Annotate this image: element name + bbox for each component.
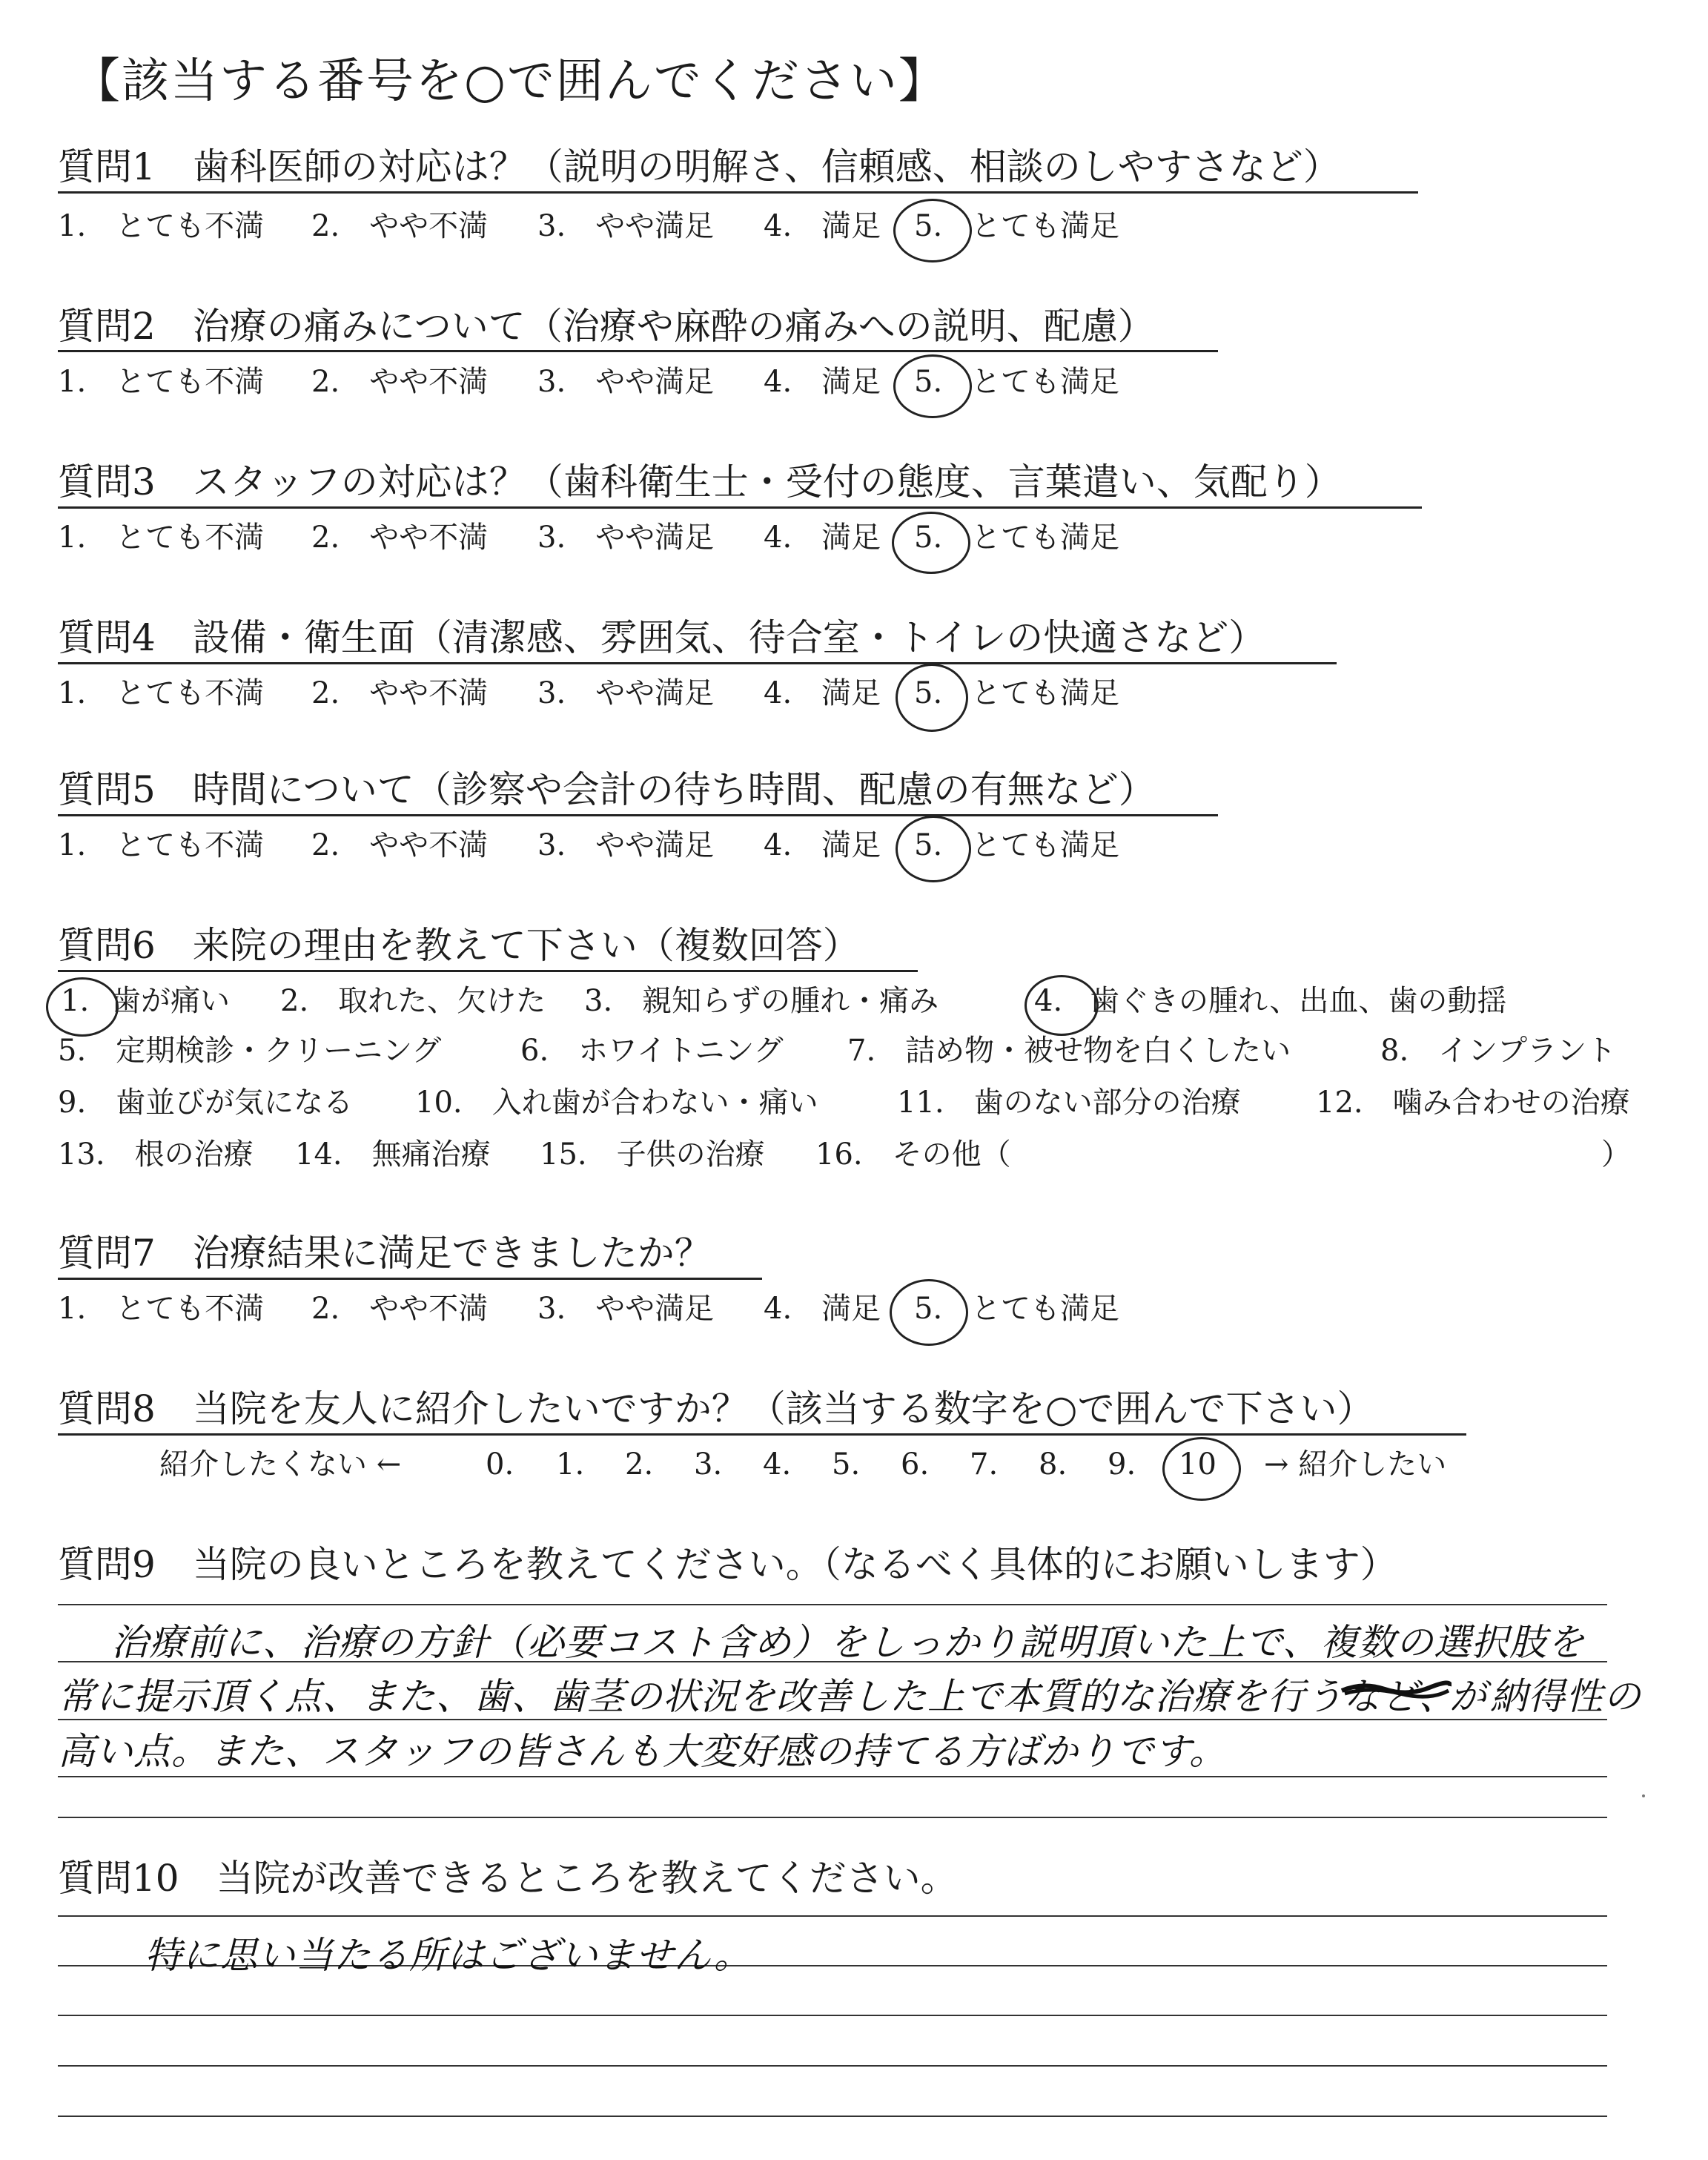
q7-option-3[interactable]: 3. やや満足 <box>537 1292 715 1326</box>
question-7-text: 質問7 治療結果に満足できましたか？ <box>58 1232 712 1275</box>
question-1-underline <box>58 191 1418 194</box>
q1-option-3[interactable]: 3. やや満足 <box>537 209 715 243</box>
q6-option-4-label: 歯ぐきの腫れ、出血、歯の動揺 <box>1090 984 1507 1018</box>
question-3-underline <box>58 506 1422 509</box>
q3-option-5[interactable]: 5. <box>914 521 943 555</box>
q9-write-line-1 <box>58 1604 1607 1605</box>
q8-answer-circle <box>1162 1437 1241 1501</box>
q6-option-15[interactable]: 15. 子供の治療 <box>540 1137 765 1172</box>
q1-option-4[interactable]: 4. 満足 <box>764 209 881 243</box>
q6-option-6[interactable]: 6. ホワイトニング <box>520 1034 784 1068</box>
question-9-text: 質問9 当院の良いところを教えてください。（なるべく具体的にお願いします） <box>58 1543 1397 1586</box>
q2-answer-circle <box>893 354 972 418</box>
q1-option-2[interactable]: 2. やや不満 <box>311 209 489 243</box>
q6-option-1[interactable]: 1. <box>61 984 90 1018</box>
q9-write-line-4 <box>58 1776 1607 1777</box>
q10-write-line-1 <box>58 1915 1607 1917</box>
scan-speck <box>1642 1794 1645 1797</box>
q8-scale-3[interactable]: 3. <box>694 1447 723 1482</box>
q6-option-8[interactable]: 8. インプラント <box>1380 1034 1617 1068</box>
q6-option-1-label: 歯が痛い <box>111 984 230 1018</box>
q4-option-5-label: とても満足 <box>971 676 1119 710</box>
q6-option-10[interactable]: 10. 入れ歯が合わない・痛い <box>415 1086 818 1120</box>
q6-option-14[interactable]: 14. 無痛治療 <box>295 1137 491 1172</box>
question-5-text: 質問5 時間について（診察や会計の待ち時間、配慮の有無など） <box>58 768 1156 811</box>
q6-option-3[interactable]: 3. 親知らずの腫れ・痛み <box>584 984 939 1018</box>
question-4-underline <box>58 662 1337 664</box>
q8-right-label: → 紹介したい <box>1264 1447 1447 1482</box>
question-8-underline <box>58 1433 1466 1436</box>
q3-option-2[interactable]: 2. やや不満 <box>311 521 489 555</box>
q10-write-line-3 <box>58 2015 1607 2016</box>
q8-scale-10[interactable]: 10 <box>1179 1447 1217 1482</box>
q9-write-line-5 <box>58 1817 1607 1818</box>
q8-scale-8[interactable]: 8. <box>1039 1447 1068 1482</box>
question-10-text: 質問10 当院が改善できるところを教えてください。 <box>58 1857 958 1900</box>
q6-option-13[interactable]: 13. 根の治療 <box>58 1137 254 1172</box>
q9-answer-line-2-ga: が <box>1449 1675 1487 1718</box>
q9-answer-line-1: 治療前に、治療の方針（必要コスト含め）をしっかり説明頂いた上で、複数の選択肢を <box>111 1621 1585 1664</box>
q4-option-4[interactable]: 4. 満足 <box>764 676 881 710</box>
q6-option-7[interactable]: 7. 詰め物・被せ物を白くしたい <box>847 1034 1291 1068</box>
q6-other-close-paren: ） <box>1601 1137 1631 1172</box>
q3-option-5-label: とても満足 <box>971 521 1119 555</box>
q5-option-4[interactable]: 4. 満足 <box>764 828 881 862</box>
q6-option-9[interactable]: 9. 歯並びが気になる <box>58 1086 354 1120</box>
q8-scale-5[interactable]: 5. <box>832 1447 861 1482</box>
q5-option-5[interactable]: 5. <box>914 828 943 862</box>
question-2-text: 質問2 治療の痛みについて（治療や麻酔の痛みへの説明、配慮） <box>58 305 1155 348</box>
q4-option-2[interactable]: 2. やや不満 <box>311 676 489 710</box>
q5-answer-circle <box>896 816 971 882</box>
q8-left-label: 紹介したくない ← <box>159 1447 402 1482</box>
q7-option-1[interactable]: 1. とても不満 <box>58 1292 265 1326</box>
q8-scale-0[interactable]: 0. <box>486 1447 514 1482</box>
q1-option-5[interactable]: 5. <box>914 209 943 243</box>
q7-option-4[interactable]: 4. 満足 <box>764 1292 881 1326</box>
q8-scale-2[interactable]: 2. <box>625 1447 654 1482</box>
question-4-text: 質問4 設備・衛生面（清潔感、雰囲気、待合室・トイレの快適さなど） <box>58 616 1266 659</box>
q6-option-5[interactable]: 5. 定期検診・クリーニング <box>58 1034 442 1068</box>
q4-option-5[interactable]: 5. <box>914 676 943 710</box>
q7-option-5[interactable]: 5. <box>914 1292 943 1326</box>
q10-answer-line-1: 特に思い当たる所はございません。 <box>145 1934 752 1977</box>
q6-answer-circle-1 <box>46 977 119 1037</box>
question-3-text: 質問3 スタッフの対応は？（歯科衛生士・受付の態度、言葉遣い、気配り） <box>58 460 1342 503</box>
question-7-underline <box>58 1278 762 1280</box>
q6-option-16[interactable]: 16. その他（ <box>815 1137 1011 1172</box>
q1-option-1[interactable]: 1. とても不満 <box>58 209 265 243</box>
q4-option-3[interactable]: 3. やや満足 <box>537 676 715 710</box>
question-6-text: 質問6 来院の理由を教えて下さい（複数回答） <box>58 924 860 967</box>
question-6-underline <box>58 970 918 972</box>
q9-answer-line-2-end: 納得性の <box>1490 1675 1641 1718</box>
q9-answer-line-3: 高い点。また、スタッフの皆さんも大変好感の持てる方ばかりです。 <box>58 1730 1227 1773</box>
q9-answer-line-2: 常に提示頂く点、また、歯、歯茎の状況を改善した上で本質的な治療を行うなど、 <box>58 1675 1457 1718</box>
q3-option-4[interactable]: 4. 満足 <box>764 521 881 555</box>
q5-option-1[interactable]: 1. とても不満 <box>58 828 265 862</box>
q10-write-line-4 <box>58 2065 1607 2067</box>
q6-option-12[interactable]: 12. 噛み合わせの治療 <box>1316 1086 1630 1120</box>
question-2-underline <box>58 350 1218 352</box>
q5-option-2[interactable]: 2. やや不満 <box>311 828 489 862</box>
q7-option-5-label: とても満足 <box>971 1292 1119 1326</box>
q3-option-1[interactable]: 1. とても不満 <box>58 521 265 555</box>
q1-answer-circle <box>893 199 972 262</box>
q8-scale-7[interactable]: 7. <box>970 1447 999 1482</box>
q4-option-1[interactable]: 1. とても不満 <box>58 676 265 710</box>
form-title: 【該当する番号を○で囲んでください】 <box>73 54 947 109</box>
q6-option-2[interactable]: 2. 取れた、欠けた <box>280 984 546 1018</box>
q3-answer-circle <box>892 512 970 574</box>
q6-option-11[interactable]: 11. 歯のない部分の治療 <box>897 1086 1241 1120</box>
q8-scale-1[interactable]: 1. <box>556 1447 585 1482</box>
q6-answer-circle-4 <box>1025 975 1099 1036</box>
q8-scale-6[interactable]: 6. <box>901 1447 930 1482</box>
q5-option-5-label: とても満足 <box>971 828 1119 862</box>
q2-option-5[interactable]: 5. <box>914 365 943 399</box>
question-5-underline <box>58 814 1218 816</box>
q4-answer-circle <box>896 664 968 732</box>
question-8-text: 質問8 当院を友人に紹介したいですか？（該当する数字を○で囲んで下さい） <box>58 1387 1374 1430</box>
q2-option-5-label: とても満足 <box>971 365 1119 399</box>
question-1-text: 質問1 歯科医師の対応は？（説明の明解さ、信頼感、相談のしやすさなど） <box>58 145 1340 188</box>
q3-option-3[interactable]: 3. やや満足 <box>537 521 715 555</box>
q2-option-4[interactable]: 4. 満足 <box>764 365 881 399</box>
q8-scale-9[interactable]: 9. <box>1108 1447 1136 1482</box>
q2-option-1[interactable]: 1. とても不満 <box>58 365 265 399</box>
q2-option-3[interactable]: 3. やや満足 <box>537 365 715 399</box>
q10-write-line-5 <box>58 2116 1607 2117</box>
q8-scale-4[interactable]: 4. <box>763 1447 792 1482</box>
q2-option-2[interactable]: 2. やや不満 <box>311 365 489 399</box>
q5-option-3[interactable]: 3. やや満足 <box>537 828 715 862</box>
q7-option-2[interactable]: 2. やや不満 <box>311 1292 489 1326</box>
q6-option-4[interactable]: 4. <box>1034 984 1063 1018</box>
q7-answer-circle <box>890 1279 968 1346</box>
q9-strikethrough-scribble <box>1340 1677 1452 1700</box>
q1-option-5-label: とても満足 <box>971 209 1119 243</box>
